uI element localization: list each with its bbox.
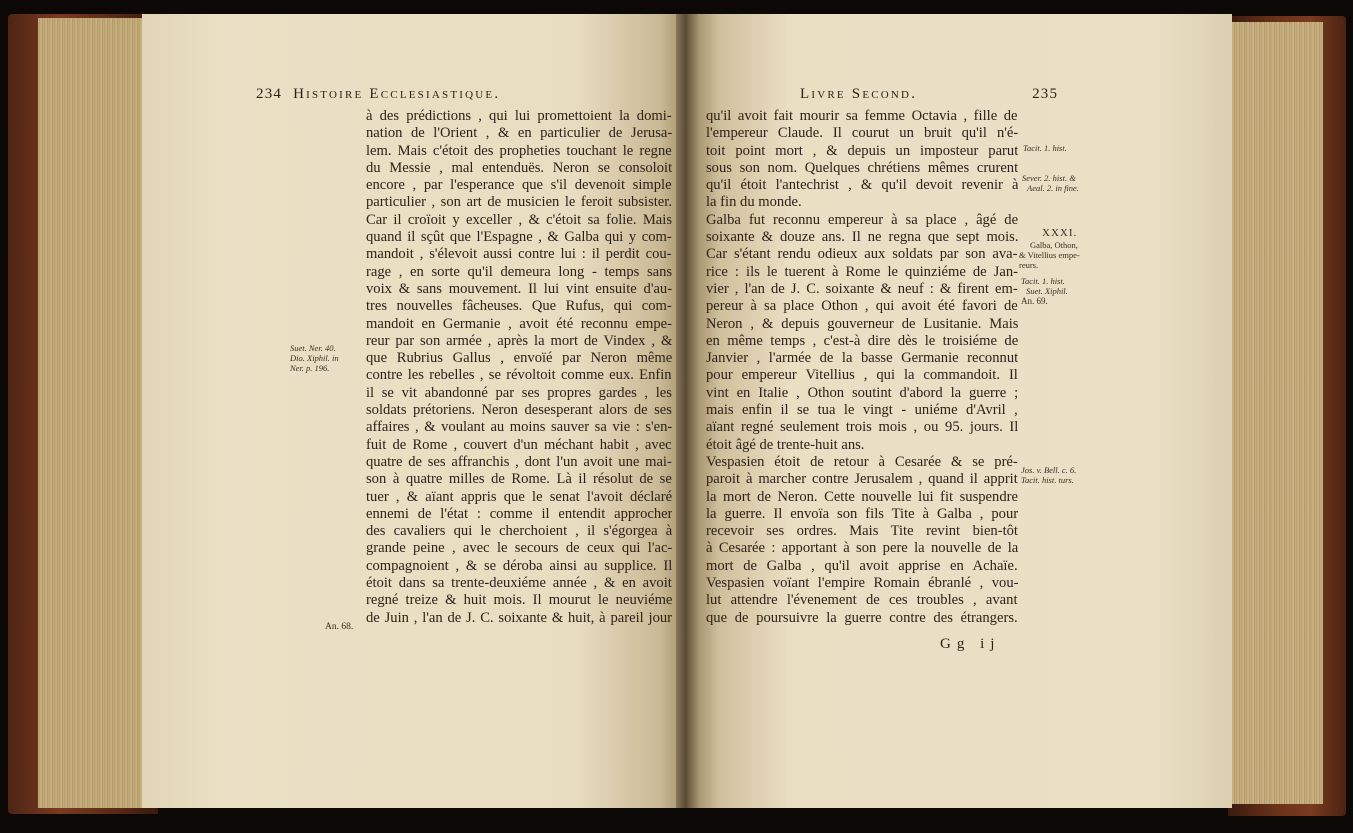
left-text-column	[366, 108, 672, 627]
text-line: que Rubrius Gallus , envoïé par Neron même	[366, 350, 672, 367]
text-line: du Messie , mal entenduës. Neron se consoloit	[366, 159, 672, 176]
text-line: Neron , & depuis gouverneur de Lusitanie. Mais	[706, 315, 1018, 332]
text-line: compagnoient , & se déroba ainsi au supplice. Il	[366, 557, 672, 574]
text-line: fuit de Rome , couvert d'un méchant habit , avec	[366, 436, 672, 453]
right-note-sever-1: Sever. 2. hist. &	[1022, 173, 1076, 183]
text-line: à Cesarée : apportant à son pere la nouvelle de la	[706, 540, 1018, 557]
text-line: en même temps , c'est-à dire dès le troisiéme de	[706, 332, 1018, 349]
text-line: particulier , son art de musicien le feroit subsister.	[366, 194, 672, 211]
text-line: Janvier , l'armée de la basse Germanie reconnut	[706, 350, 1018, 367]
text-line: son à quatre milles de Rome. Là il résolut de se	[366, 471, 672, 488]
text-line: Car s'étant rendu odieux aux soldats par son ava-	[706, 246, 1018, 263]
left-running-title: Histoire Ecclesiastique.	[293, 86, 501, 102]
text-line: encore , par l'esperance que s'il devenoit simple	[366, 177, 672, 194]
text-line: rage , en sorte qu'il demeura long - temps sans	[366, 263, 672, 280]
text-line: mandoit , s'élevoit aussi contre lui : il perdit cou-	[366, 246, 672, 263]
text-line: nation de l'Orient , & en particulier de Jerusa-	[366, 125, 672, 142]
text-line: voix & sans mouvement. Il lui vint ensuite d'au-	[366, 280, 672, 297]
text-line: la guerre. Il envoïa son fils Tite à Galba , pour	[706, 505, 1018, 522]
text-line: contre les rebelles , se révoltoit comme eux. Enfin	[366, 367, 672, 384]
text-line: vier , l'an de J. C. soixante & neuf : & firent em-	[706, 280, 1018, 297]
book-gutter	[676, 14, 698, 808]
text-line: pereur à sa place Othon , qui avoit été favori de	[706, 298, 1018, 315]
text-line: des cavaliers qui le cherchoient , il s'égorgea à	[366, 523, 672, 540]
text-line: rice : ils le tuerent à Rome le quinziéme de Jan-	[706, 263, 1018, 280]
left-running-head	[256, 86, 500, 108]
right-year-note: An. 69.	[1021, 296, 1048, 306]
right-running-title: Livre Second.	[800, 86, 918, 102]
text-line: étoit âgé de trente-huit ans.	[706, 436, 865, 453]
text-line: la mort de Neron. Cette nouvelle lui fit suspendre	[706, 488, 1018, 505]
text-line: à des prédictions , qui lui promettoient la domi-	[366, 108, 672, 124]
left-source-note-3: Ner. p. 196.	[290, 363, 330, 373]
text-line: qu'il avoit fait mourir sa femme Octavia , fille de	[706, 108, 1018, 124]
right-page-edges	[1225, 22, 1323, 804]
text-line: quand il sçût que l'Espagne , & Galba qui y com-	[366, 229, 672, 246]
text-line: recevoir ses ordres. Mais Tite revint bien-tôt	[706, 523, 1018, 540]
text-line: grande peine , avec le secours de ceux qui l'ac-	[366, 540, 672, 557]
text-line: sous son nom. Quelques chrétiens mêmes crurent	[706, 159, 1018, 176]
text-line: reur par son armée , après la mort de Vindex , &	[366, 332, 672, 349]
text-line: Car il croïoit y exceller , & c'étoit sa folie. Mais	[366, 211, 672, 228]
text-line: lem. Mais c'étoit des propheties touchant le regne	[366, 142, 672, 159]
left-source-note-1: Suet. Ner. 40.	[290, 343, 336, 353]
left-year-note: An. 68.	[325, 622, 354, 632]
signature-mark: Gg ij	[940, 636, 1001, 652]
left-page-number: 234	[256, 86, 283, 102]
right-note-jos-1: Jos. v. Bell. c. 6.	[1021, 465, 1077, 475]
left-page-edges	[38, 18, 150, 808]
left-source-note-2: Dio. Xiphil. in	[290, 353, 339, 363]
text-line: mandoit en Germanie , avoit été reconnu empe-	[366, 315, 672, 332]
right-note-tacit-2: Tacit. 1. hist.	[1021, 276, 1065, 286]
text-line: toit point mort , & depuis un imposteur parut	[706, 142, 1018, 159]
section-desc-3: reurs.	[1019, 260, 1039, 270]
text-line: affaires , & voulant au moins sauver sa vie : s'en-	[366, 419, 672, 436]
right-note-suet: Suet. Xiphil.	[1026, 286, 1068, 296]
text-line: pour empereur Vitellius , qui la commandoit. Il	[706, 367, 1018, 384]
text-line: tuer , & aïant appris que le senat l'avoit déclaré	[366, 488, 672, 505]
text-line: ennemi de l'état : comme il entendit approcher	[366, 505, 672, 522]
right-page-number: 235	[1032, 86, 1059, 102]
text-line: aïant regné seulement trois mois , ou 95. jours. Il	[706, 419, 1018, 436]
text-line: il se vit abandonné par ses propres gardes , les	[366, 384, 672, 401]
text-line: mort de Galba , qu'il avoit apprise en Achaïe.	[706, 557, 1018, 574]
section-desc-2: & Vitellius empe-	[1019, 250, 1080, 260]
text-line: qu'il étoit l'antechrist , & qu'il devoit revenir à	[706, 177, 1018, 194]
text-line: soldats prétoriens. Neron desesperant alors de ses	[366, 402, 672, 419]
text-line: lut attendre l'évenement de ces troubles , avant	[706, 592, 1018, 609]
text-line: regné treize & huit mois. Il mourut le neuviéme	[366, 592, 672, 609]
text-line: soixante & douze ans. Il ne regna que sept mois.	[706, 229, 1018, 246]
text-line: de Juin , l'an de J. C. soixante & huit, à pareil jour	[366, 609, 672, 626]
text-line: tres nouvelles fâcheuses. Que Rufus, qui com-	[366, 298, 672, 315]
text-line: Vespasien voïant l'empire Romain ébranlé , vou-	[706, 575, 1018, 592]
text-line: mais enfin il se tua le vingt - uniéme d'Avril ,	[706, 402, 1018, 419]
text-line: vint en Italie , Othon soutint d'abord la guerre ;	[706, 384, 1018, 401]
right-note-tacit: Tacit. 1. hist.	[1023, 143, 1067, 153]
text-line: quatre de ses affranchis , dont l'un avoit une mai-	[366, 453, 672, 470]
section-number: XXXI.	[1042, 227, 1078, 239]
text-line: l'empereur Claude. Il courut un bruit qu'il n'é-	[706, 125, 1018, 142]
text-line: Vespasien étoit de retour à Cesarée & se pré-	[706, 453, 1018, 470]
right-note-jos-2: Tacit. hist. turs.	[1021, 475, 1074, 485]
right-note-sever-2: Aeal. 2. in fine.	[1027, 183, 1079, 193]
right-running-head	[800, 86, 1064, 108]
text-line: que de poursuivre la guerre contre des étrangers.	[706, 609, 1018, 626]
section-desc-1: Galba, Othon,	[1030, 240, 1078, 250]
text-line: étoit dans sa trente-deuxiéme année , & en avoit	[366, 575, 672, 592]
text-line: Galba fut reconnu empereur à sa place , âgé de	[706, 211, 1018, 228]
right-text-column	[706, 108, 1018, 627]
text-line: paroit à marcher contre Jerusalem , quand il apprit	[706, 471, 1018, 488]
text-line: la fin du monde.	[706, 194, 802, 211]
